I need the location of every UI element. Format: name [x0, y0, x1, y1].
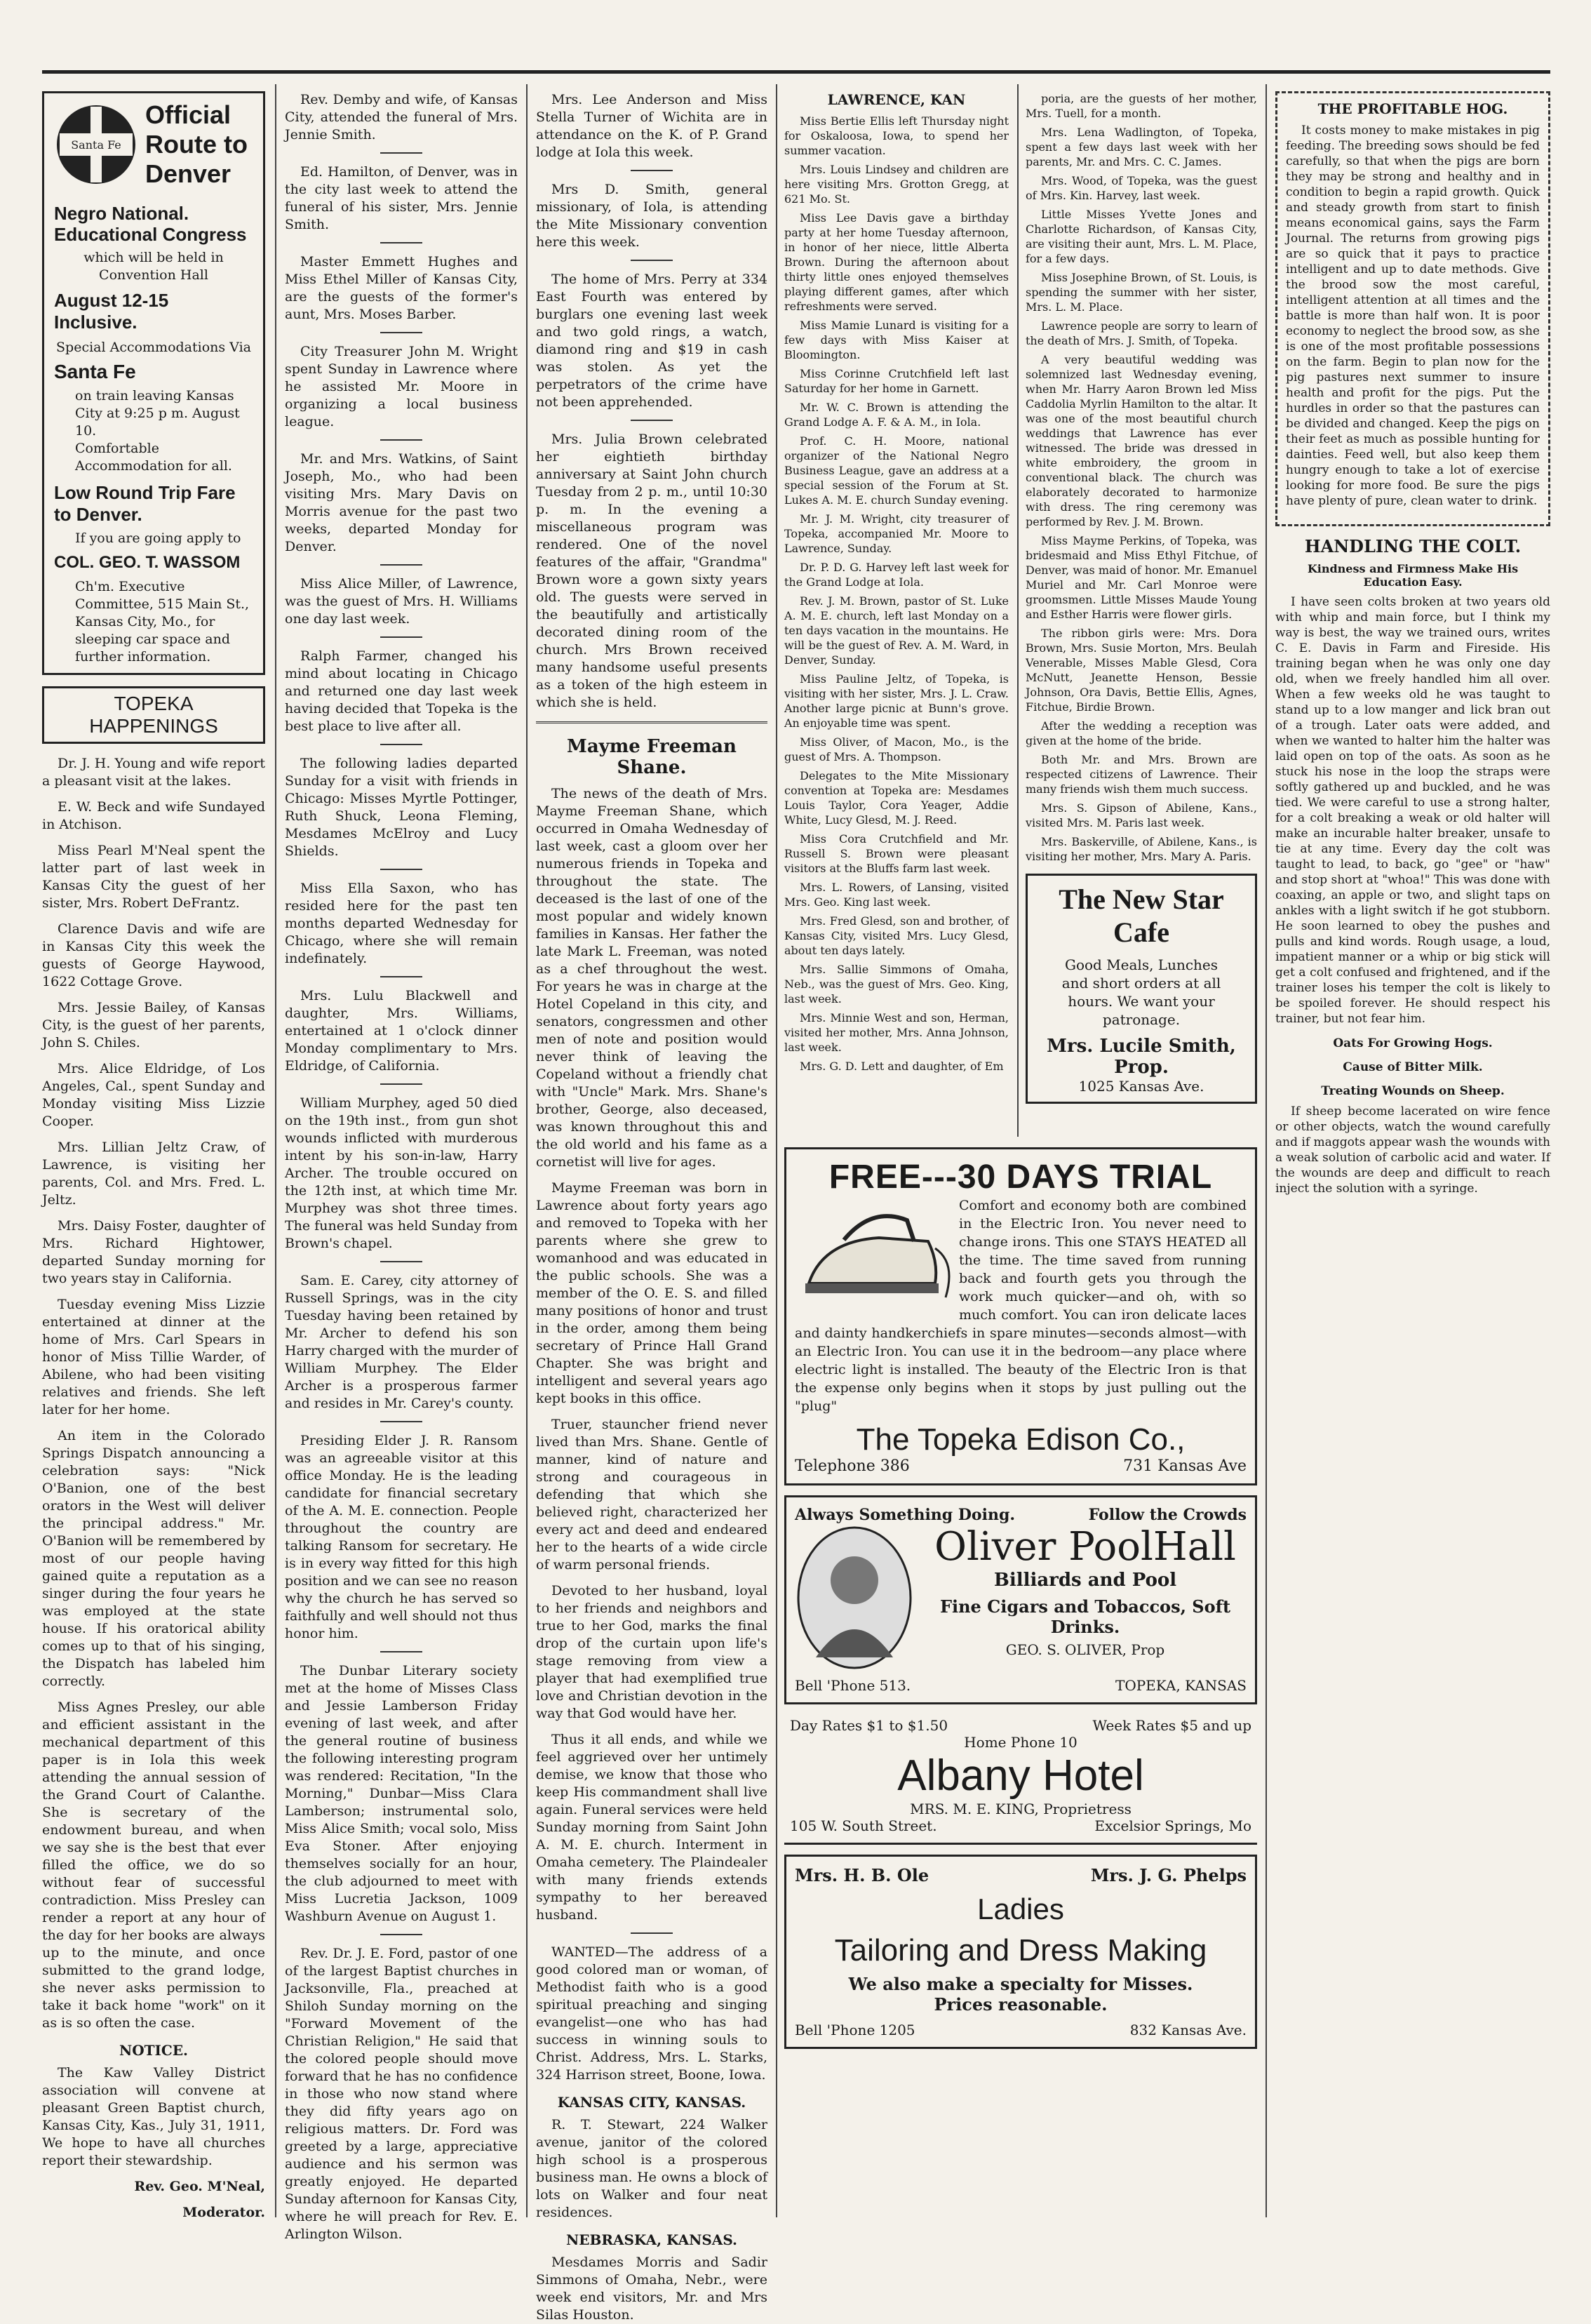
news-item: The home of Mrs. Perry at 334 East Fourth was entered by burglars one evening last week and two gold rings, a watch, diamond ring and $19 in cash was stolen. As yet the perpetrators of the crime have not been apprehended.: [536, 272, 767, 410]
electric-iron-icon: [795, 1199, 949, 1304]
news-item: Little Misses Yvette Jones and Charlotte Richardson, of Kansas City, are visiting their aunt, Mrs. L. M. Place, for a few days.: [1026, 208, 1257, 265]
news-item: poria, are the guests of her mother, Mrs. Tuell, for a month.: [1026, 92, 1257, 120]
obit-paragraph: Thus it all ends, and while we feel aggrieved over her untimely demise, we know that those who keep His commandment shall live again. Funeral services were held Sunday morning from Saint John A. M. E. church. Interment in Omaha cemetery. The Plaindealer with many friends extends sympathy to her bereaved husband.: [536, 1732, 767, 1923]
milk-title: Cause of Bitter Milk.: [1343, 1060, 1483, 1074]
ad-event1: Negro National.: [54, 203, 189, 224]
cafe-desc: Good Meals, Lunches and short orders at all hours. We want your patronage.: [1061, 956, 1221, 1028]
sheep-title: Treating Wounds on Sheep.: [1321, 1084, 1505, 1098]
santa-fe-logo-icon: [54, 102, 138, 187]
news-item: Mrs. Jessie Bailey, of Kansas City, is the guest of her parents, John S. Chiles.: [42, 1000, 265, 1050]
nk-title: NEBRASKA, KANSAS.: [565, 2231, 738, 2248]
item-divider: [380, 564, 422, 566]
news-item: Dr. P. D. G. Harvey left last week for the Grand Lodge at Iola.: [784, 561, 1009, 589]
obit-paragraph: Devoted to her husband, loyal to her friends and neighbors and true to her God, marks the final drop of the curtain upon life's stage removing from view a player that had exemplified true love and Christian devotion in the way that God would have her.: [536, 1583, 767, 1721]
news-item: Mrs. Sallie Simmons of Omaha, Neb., was the guest of Mrs. Geo. King, last week.: [784, 963, 1009, 1006]
news-item: Mrs. Alice Eldridge, of Los Angeles, Cal., spent Sunday and Monday visiting Miss Lizzie Cooper.: [42, 1061, 265, 1129]
obit-title: Mayme Freeman Shane.: [567, 736, 737, 778]
edison-ad: [784, 1147, 1257, 1485]
news-item: Both Mr. and Mrs. Brown are respected citizens of Lawrence. Their many friends wish them much success.: [1026, 753, 1257, 796]
albany-home: Home Phone 10: [964, 1734, 1078, 1751]
item-divider: [380, 332, 422, 333]
news-item: Mrs. Lee Anderson and Miss Stella Turner of Wichita are in attendance on the K. of P. Grand lodge at Iola this week.: [536, 92, 767, 160]
pool-sub: Billiards and Pool: [993, 1570, 1177, 1591]
news-item: Miss Bertie Ellis left Thursday night for Oskaloosa, Iowa, to spend her summer vacation.: [784, 114, 1009, 157]
column-2: [285, 91, 518, 2242]
news-item: Lawrence people are sorry to learn of the death of Mrs. J. Smith, of Topeka.: [1026, 319, 1257, 347]
news-item: Mrs. Minnie West and son, Herman, visited her mother, Mrs. Anna Johnson, last week.: [784, 1011, 1009, 1054]
news-item: Miss Alice Miller, of Lawrence, was the guest of Mrs. H. Williams one day last week.: [285, 576, 518, 627]
ad-lowfare: Low Round Trip Fare to Denver.: [54, 482, 236, 525]
news-item: The ribbon girls were: Mrs. Dora Brown, Mrs. Susie Morton, Mrs. Beulah Venerable, Misses Mable Glesd, Cora McNutt, Jeanette Henson, Bessie Johnson, Ora Davis, Bettie Ellis, Agnes, Fitchue, Birdie Brown.: [1026, 627, 1257, 714]
news-item: Miss Pauline Jeltz, of Topeka, is visiting with her sister, Mrs. J. L. Craw. Another large picnic at Bunn's grove. An enjoyable time was spent.: [784, 672, 1009, 730]
ad-santafe: Santa Fe: [54, 361, 136, 382]
topeka-items: [42, 755, 265, 2032]
item-divider: [380, 636, 422, 638]
news-item: A very beautiful wedding was solemnized last Wednesday evening, when Mr. Harry Aaron Brown led Miss Caddolia Myrlin Hamilton to the altar. It was one of the most beautiful church weddings that Lawrence has ever witnessed. The bride was dressed in white embroidery, the groom in conventional black. The church was elaborately decorated to harmonize with dress. The ring ceremony was performed by Rev. J. M. Brown.: [1026, 353, 1257, 528]
item-divider: [380, 1083, 422, 1085]
item-divider: [631, 170, 673, 171]
column-rule: [526, 84, 528, 2217]
obit-paragraph: The news of the death of Mrs. Mayme Freeman Shane, which occurred in Omaha Wednesday of last week, cast a gloom over her numerous friends in Topeka and throughout the state. The deceased is the last of one of the most popular and widely known families in Kansas. Her father the late Mark L. Freeman, was noted as a chef throughout the west. For years he was in charge at the Hotel Copeland in this city, and senators, congressmen and other men of note and position would never think of leaving the Copeland without a friendly chat with "Uncle" Mark. Mrs. Shane's brother, George, also deceased, was known throughout this and the old world and his fame as a cornetist will live for ages.: [536, 786, 767, 1170]
news-item: Miss Agnes Presley, our able and efficient assistant in the mechanical department of this paper is in Iola this week attending the annual session of the Grand Court of Calanthe. She is secretary of the endowment bureau, and when we say she is the best that ever filled the office, we do so without fear of successful contradiction. Miss Presley can render a report at any hour of the day for her books are always up to the minute, and once submitted to the grand lodge, she never asks permission to take it back home "work" on it as is so often the case.: [42, 1699, 265, 2031]
item-divider: [380, 1421, 422, 1422]
news-item: Mrs. Lulu Blackwell and daughter, Mrs. Williams, entertained at 1 o'clock dinner Monday complimentary to Mrs. Eldridge, of California.: [285, 988, 518, 1074]
tailor-misses: We also make a specialty for Misses.: [848, 1974, 1193, 1994]
news-item: Rev. Dr. J. E. Ford, pastor of one of the largest Baptist churches in Jacksonville, Fla., preached at Shiloh Sunday morning on the "Forward Movement of the Christian Religion," He said that the colored people should move forward that he has no confidence in those who now stand where they did fifty years ago on religious matters. Dr. Ford was greeted by a large, appreciative audience and his sermon was greatly enjoyed. He departed Sunday afternoon for Kansas City, where he will preach for Rev. E. Arlington Wilson.: [285, 1946, 518, 2242]
sheep-body: If sheep become lacerated on wire fence or other objects, watch the wound carefully and if maggots appear wash the wounds with a weak solution of carbolic acid and water. If the wounds are deep and difficult to reach inject the solution with a syringe.: [1275, 1104, 1550, 1196]
item-divider: [380, 152, 422, 154]
column-6: [1275, 91, 1550, 2217]
news-item: Clarence Davis and wife are in Kansas City this week the guests of George Haywood, 1622 Cottage Grove.: [42, 921, 265, 989]
notice-body: The Kaw Valley District association will convene at pleasant Green Baptist church, Kansas City, Kas., July 31, 1911, We hope to have all churches report their stewardship.: [42, 2065, 265, 2168]
news-item: Prof. C. H. Moore, national organizer of the National Negro Business League, gave an address at a special session of the Forum at St. Lukes A. M. E. church Sunday evening.: [784, 434, 1009, 507]
ad-event2: Educational Congress: [54, 224, 247, 245]
news-item: Mrs. Julia Brown celebrated her eightieth birthday anniversary at Saint John church Tuesday from 2 p. m., until 10:30 p. m. In the evening a miscellaneous program was rendered. One of the novel features of the affair, "Grandma" Brown wore a gown sixty years old. The guests were served in the beautifully and artistically decorated dining room of the church. Mrs Brown received many handsome useful presents as a token of the high esteem in which she is held.: [536, 432, 767, 710]
notice-sig2: Moderator.: [182, 2205, 265, 2220]
obit-paragraph: Truer, stauncher friend never lived than Mrs. Shane. Gentle of manner, kind of nature and strong and courageous in defending that which she believed right, characterized her every act and deed and endeared her to the hearts of a wide circle of warm personal friends.: [536, 1417, 767, 1572]
santa-fe-ad: [42, 91, 265, 675]
news-item: Miss Lee Davis gave a birthday party at her home Tuesday afternoon, in honor of her niece, little Alberta Brown. During the afternoon about thirty little ones enjoyed themselves playing different games, after which refreshments were served.: [784, 211, 1009, 313]
albany-city: Excelsior Springs, Mo: [1094, 1817, 1251, 1834]
column-rule: [1017, 84, 1019, 1137]
news-item: After the wedding a reception was given at the home of the bride.: [1026, 719, 1257, 747]
hog-box: [1275, 91, 1550, 526]
ad-col: COL. GEO. T. WASSOM: [54, 553, 241, 572]
news-item: Dr. J. H. Young and wife report a pleasant visit at the lakes.: [42, 756, 265, 789]
pool-left: Always Something Doing.: [795, 1506, 1015, 1524]
news-item: Tuesday evening Miss Lizzie entertained at dinner at the home of Mrs. Carl Spears in honor of Miss Tillie Warder, of Abilene, who had been visiting relatives and friends. She left later for her home.: [42, 1297, 265, 1417]
pool-cigars: Fine Cigars and Tobaccos, Soft Drinks.: [939, 1596, 1231, 1637]
news-item: Miss Cora Crutchfield and Mr. Russell S. Brown were pleasant visitors at the Bluffs farm last week.: [784, 832, 1009, 875]
kc-title: KANSAS CITY, KANSAS.: [557, 2094, 746, 2111]
free-trial-title: FREE---30 DAYS TRIAL: [828, 1158, 1213, 1196]
albany-week: Week Rates $5 and up: [1092, 1717, 1251, 1734]
cafe-addr: 1025 Kansas Ave.: [1078, 1078, 1204, 1095]
item-divider: [380, 869, 422, 870]
column-rule: [776, 84, 777, 2217]
item-divider: [631, 260, 673, 261]
section-title-topeka: TOPEKA HAPPENINGS: [42, 686, 265, 744]
pool-prop: GEO. S. OLIVER, Prop: [1005, 1641, 1165, 1658]
hog-title: THE PROFITABLE HOG.: [1317, 100, 1508, 117]
news-item: Master Emmett Hughes and Miss Ethel Miller of Kansas City, are the guests of the former's aunt, Mrs. Moses Barber.: [285, 254, 518, 322]
news-item: Miss Ella Saxon, who has resided here for the past ten months departed Wednesday for Chicago, where she will remain indefinately.: [285, 881, 518, 966]
tailoring-ad: [784, 1855, 1257, 2049]
albany-ad: [784, 1714, 1257, 1845]
albany-prop: MRS. M. E. KING, Proprietress: [910, 1801, 1132, 1817]
ad-dates: August 12-15 Inclusive.: [54, 290, 169, 333]
news-item: Presiding Elder J. R. Ransom was an agreeable visitor at this office Monday. He is the leading candidate for financial secretary of the A. M. E. connection. People throughout the country are talking Ransom for secretary. He is in every way fitted for this high position and we can see no reason why the church he has served so faithfully and well should not thus honor him.: [285, 1433, 518, 1641]
news-item: Mrs. Lillian Jeltz Craw, of Lawrence, is visiting her parents, Col. and Mrs. Fred. L. Jeltz.: [42, 1140, 265, 1208]
cafe-name: The New Star Cafe: [1059, 883, 1224, 948]
item-divider: [380, 1651, 422, 1652]
news-item: Miss Mamie Lunard is visiting for a few days with Miss Kaiser at Bloomington.: [784, 319, 1009, 361]
news-item: Delegates to the Mite Missionary convention at Topeka are: Mesdames Louis Taylor, Cora Yeager, Addie White, Lucy Glesd, M. J. Reed.: [784, 769, 1009, 827]
cafe-prop: Mrs. Lucile Smith, Prop.: [1047, 1036, 1236, 1078]
news-item: Mr. W. C. Brown is attending the Grand Lodge A. F. & A. M., in Iola.: [784, 401, 1009, 429]
notice-sig1: Rev. Geo. M'Neal,: [134, 2179, 265, 2194]
item-divider: [380, 1261, 422, 1262]
news-item: Miss Mayme Perkins, of Topeka, was bridesmaid and Miss Ethyl Fitchue, of Denver, was maid of honor. Mr. Emanuel Muriel and Mr. Carl Monroe were groomsmen. Little Misses Maude Young and Esther Harris were flower girls.: [1026, 534, 1257, 621]
news-item: The following ladies departed Sunday for a visit with friends in Chicago: Misses Myrtle Pottinger, Ruth Shuck, Leona Fleming, Mesdames McElroy and Lucy Shields.: [285, 756, 518, 859]
column-5: [1026, 91, 1257, 1137]
ad-held: which will be held in Convention Hall: [83, 250, 224, 283]
pool-right: Follow the Crowds: [1088, 1506, 1247, 1524]
column-4: [784, 91, 1009, 1137]
logo-text: Santa Fe: [71, 138, 121, 152]
news-item: Sam. E. Carey, city attorney of Russell Springs, was in the city Tuesday having been retained by Mr. Archer to defend his son Harry charged with the murder of William Murphey. The Elder Archer is a prosperous farmer and resides in Mr. Carey's county.: [285, 1273, 518, 1411]
item-divider: [380, 1934, 422, 1935]
news-item: The Dunbar Literary society met at the home of Misses Class and Jessie Lamberson Friday evening of last week, and after the general routine of business the following interesting program was rendered: Recitation, "In the Morning," Dunbar—Miss Clara Lamberson; instrumental solo, Miss Alice Smith; vocal solo, Miss Eva Stoner. After enjoying themselves socially for an hour, the club adjourned to meet with Miss Lucretia Jackson, 1009 Washburn Avenue on August 1.: [285, 1663, 518, 1924]
news-item: Mrs. Daisy Foster, daughter of Mrs. Richard Hightower, departed Sunday morning for two years stay in California.: [42, 1218, 265, 1286]
portrait-icon: [795, 1524, 914, 1671]
item-divider: [631, 1932, 673, 1934]
news-item: Mrs. L. Rowers, of Lansing, visited Mrs. Geo. King last week.: [784, 881, 1009, 909]
column-rule: [275, 84, 276, 2217]
column-rule: [1266, 84, 1267, 2217]
ad-official: Official: [145, 100, 231, 129]
tailor-left: Mrs. H. B. Ole: [795, 1865, 929, 1885]
item-divider: [631, 420, 673, 421]
item-divider: [380, 976, 422, 977]
ads-block: [784, 1147, 1257, 2059]
item-divider: [380, 439, 422, 441]
tailor-right: Mrs. J. G. Phelps: [1090, 1865, 1247, 1885]
oats-title: Oats For Growing Hogs.: [1333, 1036, 1493, 1050]
news-item: Rev. Demby and wife, of Kansas City, attended the funeral of Mrs. Jennie Smith.: [285, 92, 518, 142]
news-item: Mr. J. M. Wright, city treasurer of Topeka, accompanied Mr. Moore to Lawrence, Sunday.: [784, 512, 1009, 555]
lawrence-title: LAWRENCE, KAN: [827, 91, 966, 108]
ad-denver: Denver: [145, 159, 231, 188]
news-item: Mrs. G. D. Lett and daughter, of Em: [800, 1060, 1004, 1073]
news-item: Miss Oliver, of Macon, Mo., is the guest of Mrs. A. Thompson.: [784, 735, 1009, 763]
newspaper-page: [42, 70, 1550, 2323]
news-item: Mrs. S. Gipson of Abilene, Kans., visited Mrs. M. Paris last week.: [1026, 801, 1257, 829]
column-3: [536, 91, 767, 2323]
tailor-phone: Bell 'Phone 1205: [795, 2022, 915, 2038]
news-item: Mrs. Louis Lindsey and children are here visiting Mrs. Grotton Gregg, at 621 Mo. St.: [784, 163, 1009, 206]
colt-body: I have seen colts broken at two years old with whip and main force, but I think my way is best, the way we trained ours, writes C. E. Davis in Farm and Fireside. His training began when he was only one day old, when we freely handled him all over. When a few weeks old he was taught to stand up to a low manger and lick bran out of a trough. Later oats were added, and when we wanted to halter him the halter was laid open on top of the oats. As soon as he stuck his nose in the loop the straps were softly gathered up and buckled, and he was tied. We were careful to use a strong halter, for a colt breaking a weak or old halter will make an incurable halter breaker, unsafe to tie at any time. Every day the colt was taught to lead, to back, go "gee" or "haw" and stop short at "whoa!" This was done with coaxing, an apple or two, and slight taps on ankles with a light switch if he got stubborn. He soon learned to obey the pushes and pulls and kind words. Rough usage, a loud, impatient manner or a whip or big stick will get a colt confused and frightened, and if the trainer loses his temper the colt is likely to be spoiled forever. He should respect his trainer, but not fear him.: [1275, 595, 1550, 1026]
news-item: City Treasurer John M. Wright spent Sunday in Lawrence where he assisted Mr. Moore in organizing a local business league.: [285, 344, 518, 429]
pool-hall-ad: [784, 1495, 1257, 1704]
item-divider: [380, 242, 422, 243]
wanted-ad: WANTED—The address of a good colored man or woman, of Methodist faith who is a good spiritual preaching and singing evangelist—one who has had success in winning souls to Christ. Address, Mrs. L. Starks, 324 Harrison street, Boone, Iowa.: [536, 1944, 767, 2083]
tailor-addr: 832 Kansas Ave.: [1129, 2022, 1247, 2038]
albany-name: Albany Hotel: [897, 1751, 1144, 1800]
column-1: [42, 91, 265, 2220]
news-item: E. W. Beck and wife Sundayed in Atchison.: [42, 799, 265, 832]
news-item: Ed. Hamilton, of Denver, was in the city last week to attend the funeral of his sister, Mrs. Jennie Smith.: [285, 164, 518, 232]
news-item: Rev. J. M. Brown, pastor of St. Luke A. M. E. church, left last Monday on a ten days vacation in the mountains. He will be the guest of Rev. A. M. Ward, in Denver, Sunday.: [784, 594, 1009, 667]
ad-route: Route to: [145, 130, 248, 159]
free-trial-body: Comfort and economy both are combined in the Electric Iron. You never need to change irons. This one STAYS HEATED all the time. The time saved from running back and fourth gets you through the work much quicker—and oh, with so much comfort. You can iron delicate laces and dainty handkerchiefs in spare minutes—seconds almost—with an Electric Iron. You can use it in the bedroom—any place where electric light is installed. The beauty of the Electric Iron is that the expense only begins when it stops by just pulling out the "plug": [795, 1198, 1247, 1414]
kc-item: R. T. Stewart, 224 Walker avenue, janitor of the colored high school is a prosperous business man. He owns a block of lots on Walker and four neat residences.: [536, 2117, 767, 2220]
news-item: Miss Josephine Brown, of St. Louis, is spending the summer with her sister, Mrs. L. M. Place.: [1026, 271, 1257, 314]
news-item: Miss Corinne Crutchfield left last Saturday for her home in Garnett.: [784, 367, 1009, 395]
news-item: Mr. and Mrs. Watkins, of Saint Joseph, Mo., who had been visiting Mrs. Mary Davis on Morris avenue for the past two weeks, departed Monday for Denver.: [285, 451, 518, 554]
news-item: Mrs. Baskerville, of Abilene, Kans., is visiting her mother, Mrs. Mary A. Paris.: [1026, 835, 1257, 863]
news-item: Mrs D. Smith, general missionary, of Iola, is attending the Mite Missionary convention here this week.: [536, 182, 767, 250]
cafe-ad: [1026, 874, 1257, 1104]
ad-chm: Ch'm. Executive Committee, 515 Main St., Kansas City, Mo., for sleeping car space and further information.: [75, 579, 250, 665]
tailor-ladies: Ladies: [977, 1892, 1064, 1925]
ad-comfort: Comfortable Accommodation for all.: [75, 441, 232, 474]
news-item: Mrs. Wood, of Topeka, was the guest of Mrs. Kin. Harvey, last week.: [1026, 174, 1257, 202]
news-item: Ralph Farmer, changed his mind about locating in Chicago and returned one day last week having decided that Topeka is the best place to live after all.: [285, 648, 518, 734]
pool-city: TOPEKA, KANSAS: [1115, 1677, 1247, 1694]
colt-title: HANDLING THE COLT.: [1304, 536, 1522, 556]
albany-rates: Day Rates $1 to $1.50: [790, 1717, 948, 1734]
tailor-prices: Prices reasonable.: [934, 1994, 1108, 2015]
news-item: Miss Pearl M'Neal spent the latter part of last week in Kansas City the guest of her sister, Mrs. Robert DeFrantz.: [42, 843, 265, 911]
news-item: An item in the Colorado Springs Dispatch announcing a celebration says: "Nick O'Banion, one of the best orators in the West will deliver the principal address." Mr. O'Banion will be remembered by most of our people having gained quite a reputation as a singer during the four years he was employed at the state house. If his oratorical ability comes up to that of his singing, the Dispatch has labeled him correctly.: [42, 1428, 265, 1689]
obit-paragraph: Mayme Freeman was born in Lawrence about forty years ago and removed to Topeka with her parents where she grew to womanhood and was educated in the public schools. She was a member of the O. E. S. and filled many positions of honor and trust in the order, among them being secretary of Prince Hall Grand Chapter. She was bright and intelligent and several years ago kept books in this office.: [536, 1180, 767, 1406]
item-divider: [380, 744, 422, 745]
nk-item: Mesdames Morris and Sadir Simmons of Omaha, Nebr., were week end visitors, Mr. and Mrs Silas Houston.: [536, 2255, 767, 2323]
pool-phone: Bell 'Phone 513.: [795, 1677, 911, 1694]
edison-addr: 731 Kansas Ave: [1123, 1457, 1247, 1475]
hog-body: It costs money to make mistakes in pig feeding. The breeding sows should be fed carefully, so that when the pigs are born they may be strong and healthy and in condition to begin a rapid growth. Quick and steady growth from start to finish means economical gains, says the Farm Journal. The returns from growing pigs are so quick that it pays to practice intelligent and up to date methods. Give the brood sow the most careful, intelligent attention at all times and the battle is more than half won. It is poor economy to neglect the brood sow, as she is one of the most profitable possessions on the farm. Begin to plan now for the pig pastures next summer to insure health and profit for the pigs. Put the hurdles in order so that the pastures can be divided and changed. Keep the pigs on their feet as much as possible hunting for dainties. Feed well, but also keep them hungry enough to take a lot of exercise looking for more food. Be sure the pigs have plenty of pure, clean water to drink.: [1286, 123, 1540, 508]
ad-apply: If you are going apply to: [75, 530, 241, 546]
pool-name: Oliver PoolHall: [934, 1524, 1236, 1570]
news-item: Mrs. Fred Glesd, son and brother, of Kansas City, visited Mrs. Lucy Glesd, about ten days lately.: [784, 914, 1009, 957]
section-divider: [536, 721, 767, 723]
ad-special: Special Accommodations Via: [56, 340, 251, 355]
colt-subtitle: Kindness and Firmness Make His Education Easy.: [1307, 562, 1519, 589]
news-item: William Murphey, aged 50 died on the 19th inst., from gun shot wounds inflicted with murderous intent by his son-in-law, Harry Archer. The trouble occured on the 12th inst, at which time Mr. Murphey was shot three times. The funeral was held Sunday from Brown's chapel.: [285, 1095, 518, 1251]
notice-title: NOTICE.: [119, 2042, 189, 2059]
tailor-name: Tailoring and Dress Making: [834, 1933, 1207, 1968]
albany-addr: 105 W. South Street.: [790, 1817, 937, 1834]
edison-name: The Topeka Edison Co.,: [856, 1422, 1186, 1457]
edison-phone: Telephone 386: [795, 1457, 910, 1475]
news-item: Mrs. Lena Wadlington, of Topeka, spent a few days last week with her parents, Mr. and Mrs. C. C. James.: [1026, 126, 1257, 168]
ad-train: on train leaving Kansas City at 9:25 p m. August 10.: [75, 388, 240, 439]
